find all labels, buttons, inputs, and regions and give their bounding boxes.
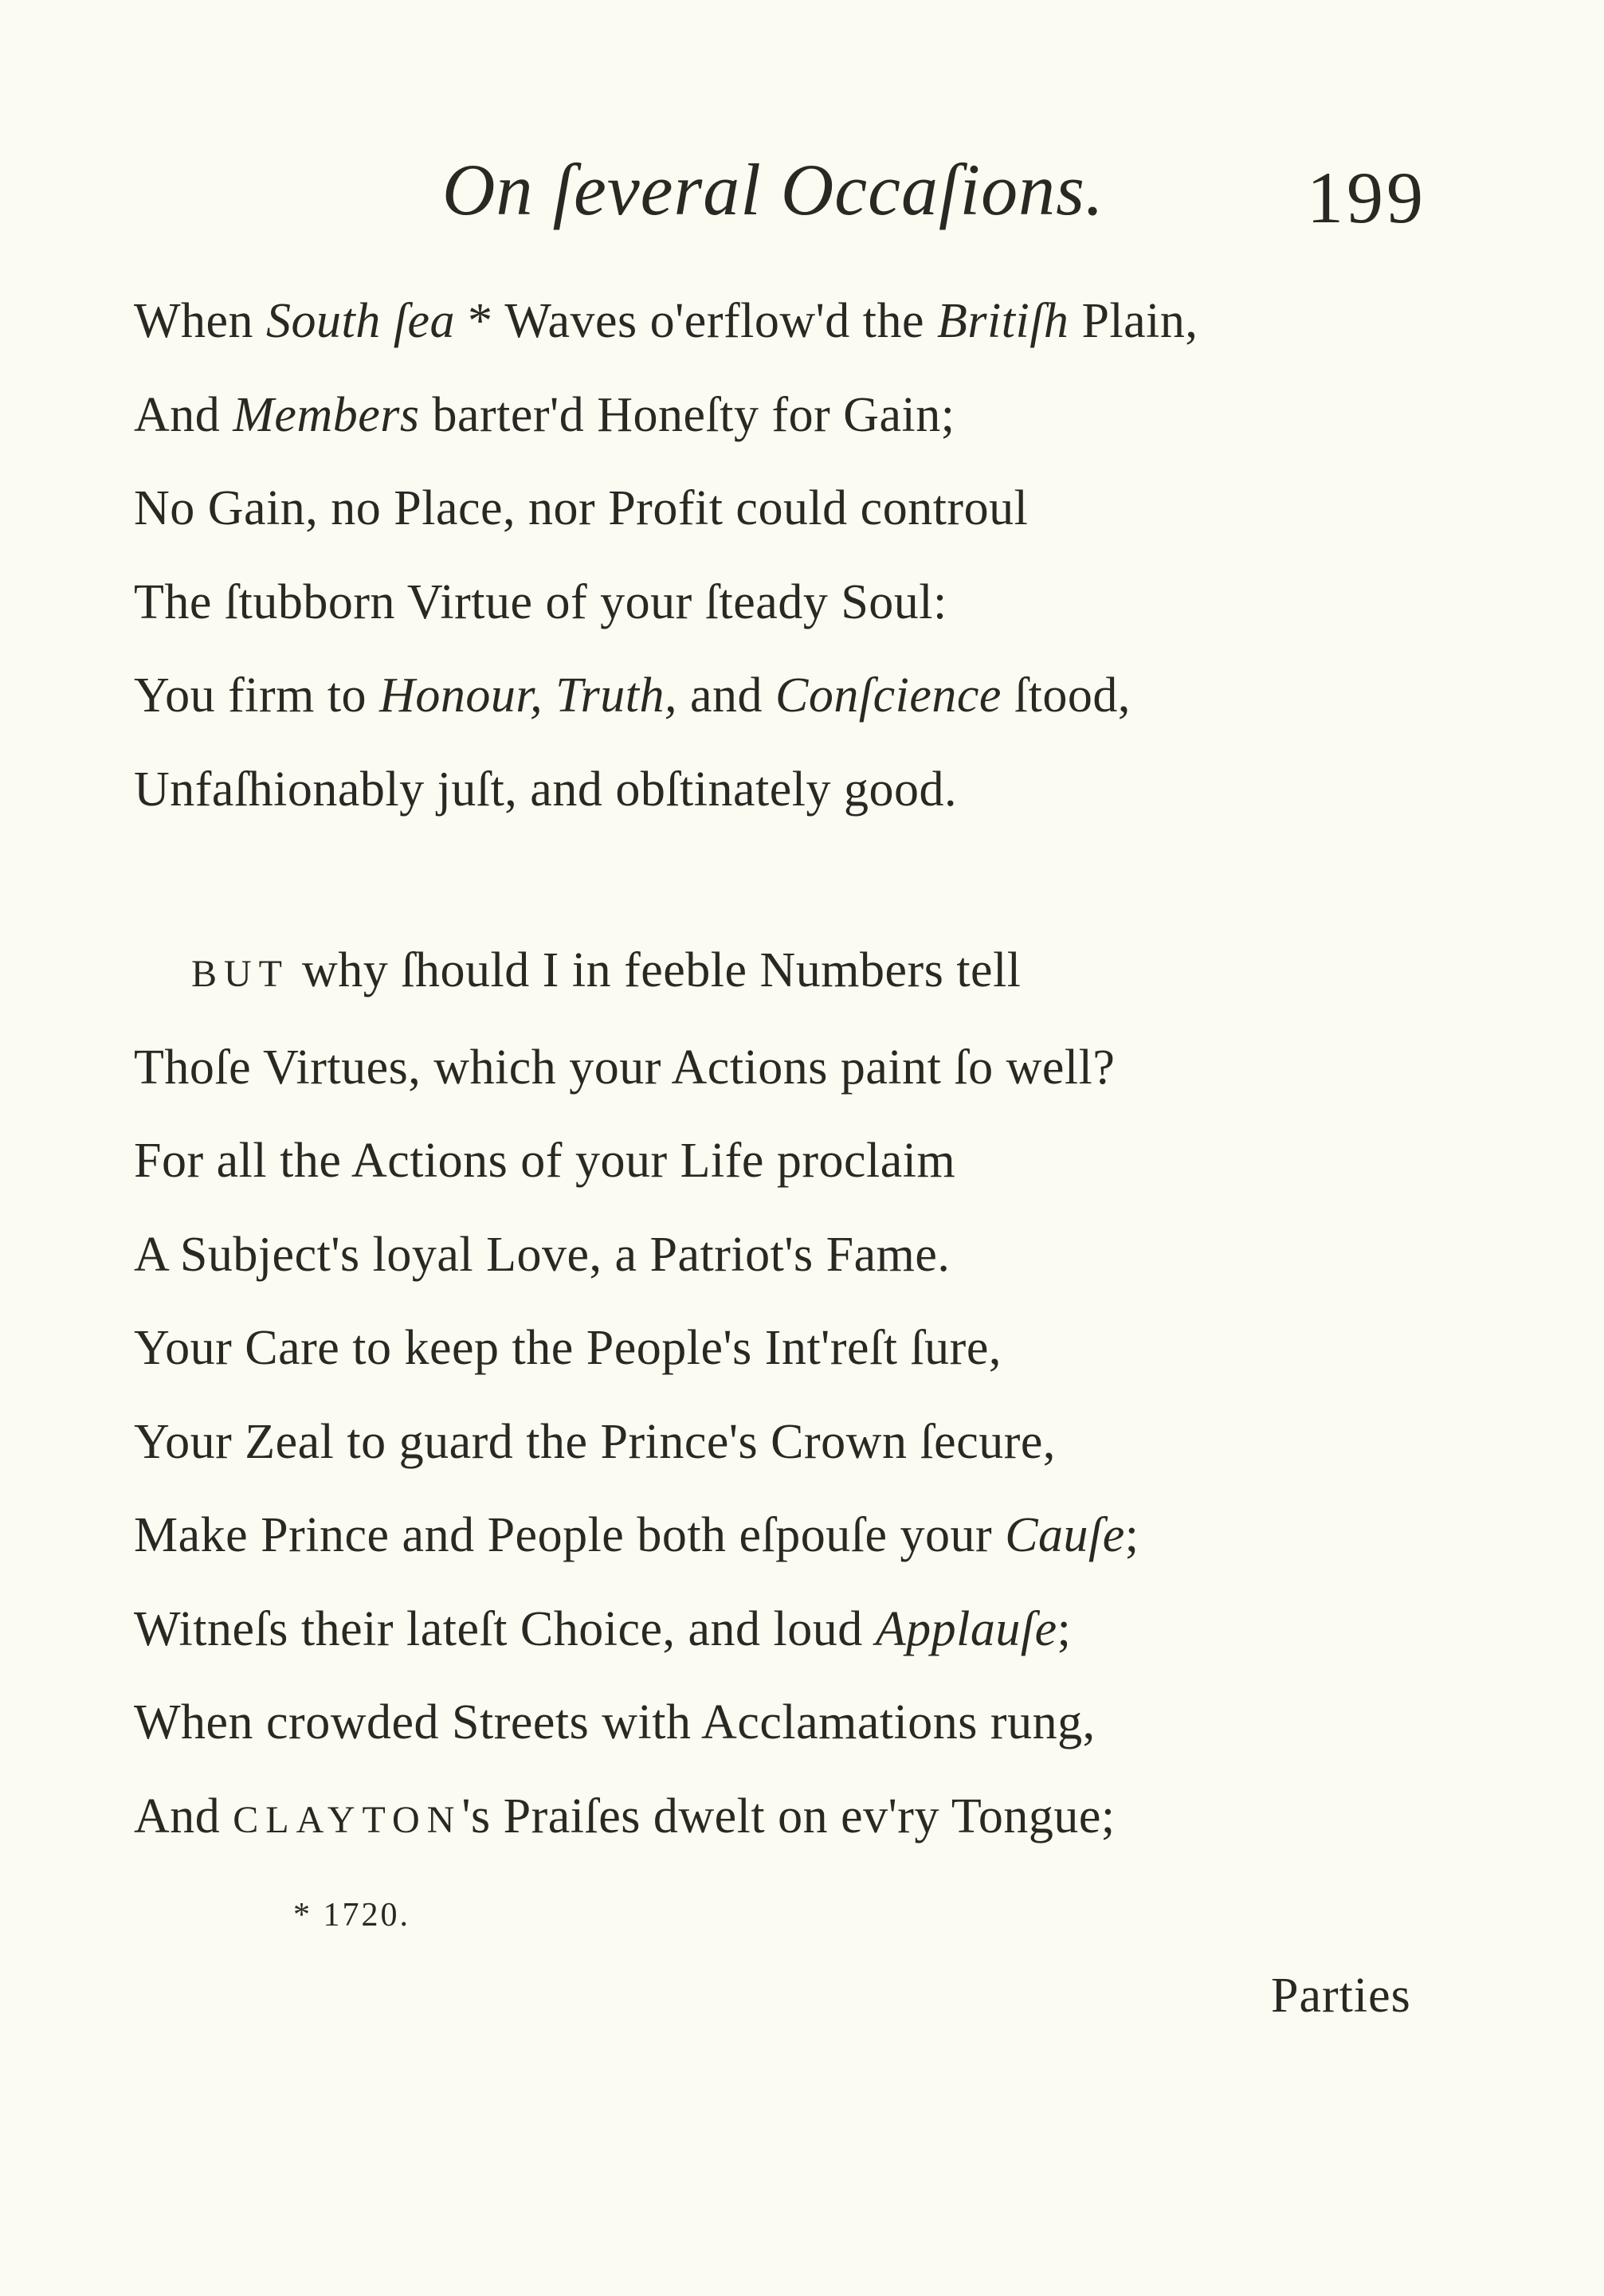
verse-line: Thoſe Virtues, which your Actions paint ſo well? (134, 1040, 1116, 1095)
verse-line: A Subject's loyal Love, a Patriot's Fame. (134, 1227, 951, 1282)
verse-line: Unfaſhionably juſt, and obſtinately good. (134, 762, 957, 817)
italic-text: Britiſh (937, 294, 1069, 348)
verse-line: And CLAYTON's Praiſes dwelt on ev'ry Tongue; (134, 1789, 1116, 1843)
page-number: 199 (1307, 157, 1426, 238)
verse-line: Make Prince and People both eſpouſe your Cauſe; (134, 1508, 1139, 1562)
verse-line: BUT why ſhould I in feeble Numbers tell (191, 943, 1022, 997)
verse-line: Your Zeal to guard the Prince's Crown ſecure, (134, 1414, 1056, 1469)
verse-line: When South ſea * Waves o'erflow'd the Britiſh Plain, (134, 294, 1198, 348)
italic-text: Cauſe (1005, 1508, 1125, 1562)
italic-text: Honour, Truth, (379, 668, 677, 723)
footnote: * 1720. (293, 1897, 410, 1934)
verse-line: The ſtubborn Virtue of your ſteady Soul: (134, 574, 947, 629)
small-caps-text: BUT (191, 953, 289, 995)
italic-text: Applauſe (875, 1601, 1057, 1656)
italic-text: Conſcience (775, 668, 1002, 723)
catchword: Parties (1271, 1969, 1411, 2023)
small-caps-text: CLAYTON (233, 1798, 462, 1841)
verse-line: And Members barter'd Honeſty for Gain; (134, 387, 955, 442)
verse-line: You firm to Honour, Truth, and Conſcience ſtood, (134, 668, 1131, 723)
verse-line: Your Care to keep the People's Int'reſt ſure, (134, 1321, 1002, 1375)
verse-line: When crowded Streets with Acclamations rung, (134, 1695, 1096, 1749)
italic-text: Members (233, 387, 420, 442)
stanza-1 (134, 275, 1198, 837)
italic-text: South ſea (266, 294, 456, 348)
verse-line: No Gain, no Place, nor Profit could controul (134, 481, 1029, 535)
stanza-2 (134, 924, 1139, 1867)
verse-line: Witneſs their lateſt Choice, and loud Applauſe; (134, 1601, 1072, 1656)
running-head-title: On ſeveral Occaſions. (442, 149, 1104, 230)
verse-line: For all the Actions of your Life proclaim (134, 1134, 956, 1188)
